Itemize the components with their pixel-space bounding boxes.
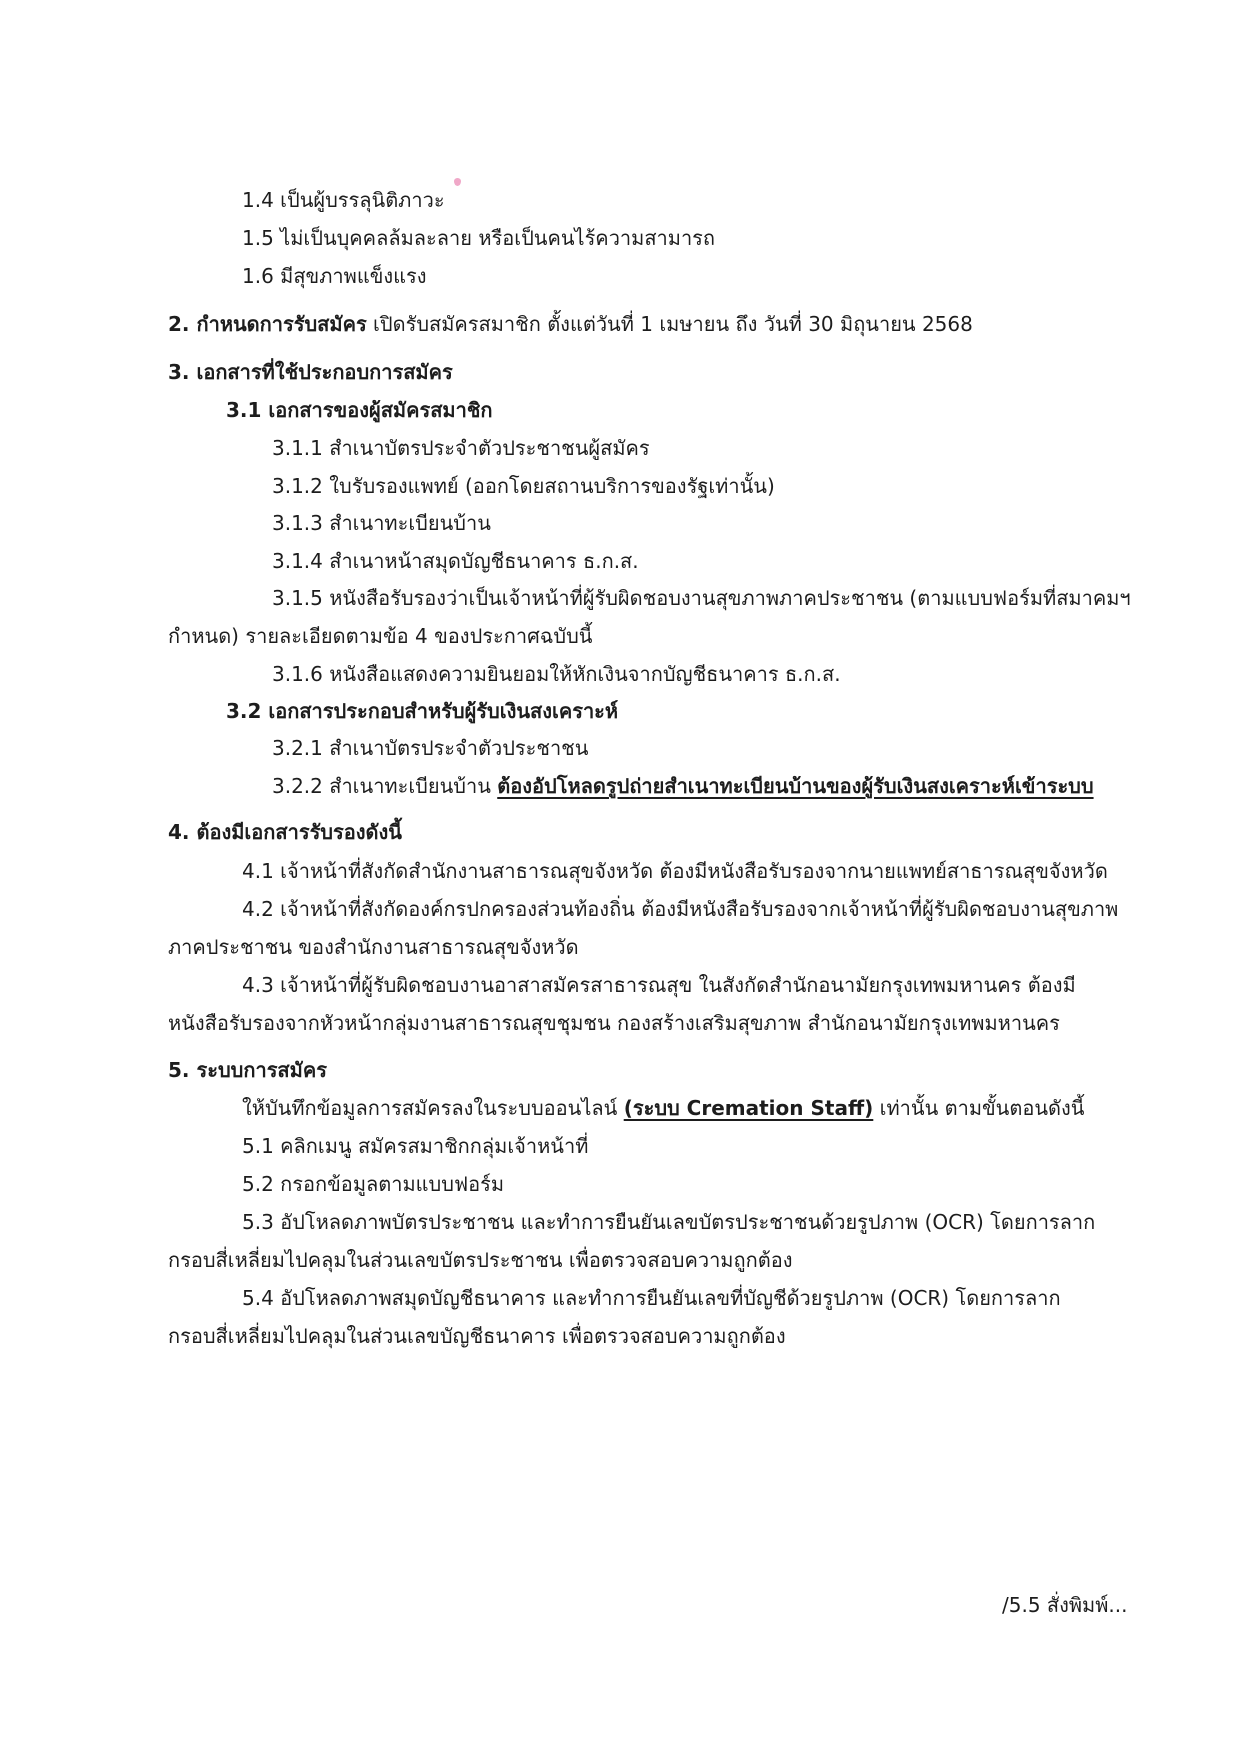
item-3-1-5-line-1: 3.1.5 หนังสือรับรองว่าเป็นเจ้าหน้าที่ผู้รับผิดชอบงานสุขภาพภาคประชาชน (ตามแบบฟอร์มที่สมาคมฯ [272,586,1131,610]
item-3-1-5-line-2: กำหนด) รายละเอียดตามข้อ 4 ของประกาศฉบับนี้ [168,624,593,648]
item-1-6: 1.6 มีสุขภาพแข็งแรง [242,264,427,288]
subsection-3-2: 3.2 เอกสารประกอบสำหรับผู้รับเงินสงเคราะห์ [226,699,619,723]
item-5-4-line-1: 5.4 อัปโหลดภาพสมุดบัญชีธนาคาร และทำการยืนยันเลขที่บัญชีด้วยรูปภาพ (OCR) โดยการลาก [242,1286,1061,1310]
item-5-4-line-2: กรอบสี่เหลี่ยมไปคลุมในส่วนเลขบัญชีธนาคาร เพื่อตรวจสอบความถูกต้อง [168,1324,786,1348]
section-5-intro-end: เท่านั้น ตามขั้นตอนดังนี้ [873,1096,1085,1120]
pink-mark-icon [454,178,461,186]
section-2-heading: 2. กำหนดการรับสมัคร [168,312,367,336]
item-3-1-6: 3.1.6 หนังสือแสดงความยินยอมให้หักเงินจากบัญชีธนาคาร ธ.ก.ส. [272,662,841,686]
item-5-2: 5.2 กรอกข้อมูลตามแบบฟอร์ม [242,1172,505,1196]
item-4-3-line-1: 4.3 เจ้าหน้าที่ผู้รับผิดชอบงานอาสาสมัครสาธารณสุข ในสังกัดสำนักอนามัยกรุงเทพมหานคร ต้องมี [242,973,1076,997]
item-3-1-4: 3.1.4 สำเนาหน้าสมุดบัญชีธนาคาร ธ.ก.ส. [272,549,639,573]
system-name: (ระบบ Cremation Staff) [623,1096,874,1120]
item-1-4: 1.4 เป็นผู้บรรลุนิติภาวะ [242,188,445,212]
section-3-heading: 3. เอกสารที่ใช้ประกอบการสมัคร [168,360,453,384]
item-3-2-1: 3.2.1 สำเนาบัตรประจำตัวประชาชน [272,736,589,760]
section-2-text: เปิดรับสมัครสมาชิก ตั้งแต่วันที่ 1 เมษายน ถึง วันที่ 30 มิถุนายน 2568 [366,312,973,336]
item-3-1-1: 3.1.1 สำเนาบัตรประจำตัวประชาชนผู้สมัคร [272,436,650,460]
item-3-1-2: 3.1.2 ใบรับรองแพทย์ (ออกโดยสถานบริการของรัฐเท่านั้น) [272,474,775,498]
item-5-3-line-1: 5.3 อัปโหลดภาพบัตรประชาชน และทำการยืนยันเลขบัตรประชาชนด้วยรูปภาพ (OCR) โดยการลาก [242,1210,1096,1234]
section-5-intro-text: ให้บันทึกข้อมูลการสมัครลงในระบบออนไลน์ [242,1096,624,1120]
item-4-3-line-2: หนังสือรับรองจากหัวหน้ากลุ่มงานสาธารณสุขชุมชน กองสร้างเสริมสุขภาพ สำนักอนามัยกรุงเทพมหานคร [168,1011,1060,1035]
item-4-1: 4.1 เจ้าหน้าที่สังกัดสำนักงานสาธารณสุขจังหวัด ต้องมีหนังสือรับรองจากนายแพทย์สาธารณสุขจังหวัด [242,859,1108,883]
item-4-2-line-2: ภาคประชาชน ของสำนักงานสาธารณสุขจังหวัด [168,935,579,959]
item-1-5: 1.5 ไม่เป็นบุคคลล้มละลาย หรือเป็นคนไร้ความสามารถ [242,226,716,250]
item-3-2-2-emphasis: ต้องอัปโหลดรูปถ่ายสำเนาทะเบียนบ้านของผู้รับเงินสงเคราะห์เข้าระบบ [497,774,1094,798]
section-5-heading: 5. ระบบการสมัคร [168,1058,327,1082]
section-4-heading: 4. ต้องมีเอกสารรับรองดังนี้ [168,820,402,844]
page-continuation: /5.5 สั่งพิมพ์... [1002,1593,1128,1617]
item-5-3-line-2: กรอบสี่เหลี่ยมไปคลุมในส่วนเลขบัตรประชาชน เพื่อตรวจสอบความถูกต้อง [168,1248,793,1272]
item-3-1-3: 3.1.3 สำเนาทะเบียนบ้าน [272,511,491,535]
item-4-2-line-1: 4.2 เจ้าหน้าที่สังกัดองค์กรปกครองส่วนท้องถิ่น ต้องมีหนังสือรับรองจากเจ้าหน้าที่ผู้รับผิดชอบงานสุขภาพ [242,897,1119,921]
section-2 [168,310,973,338]
item-5-1: 5.1 คลิกเมนู สมัครสมาชิกกลุ่มเจ้าหน้าที่ [242,1134,589,1158]
section-5-intro [242,1094,1084,1122]
subsection-3-1: 3.1 เอกสารของผู้สมัครสมาชิก [226,398,493,422]
item-3-2-2 [272,772,1094,800]
item-3-2-2-text: 3.2.2 สำเนาทะเบียนบ้าน [272,774,498,798]
